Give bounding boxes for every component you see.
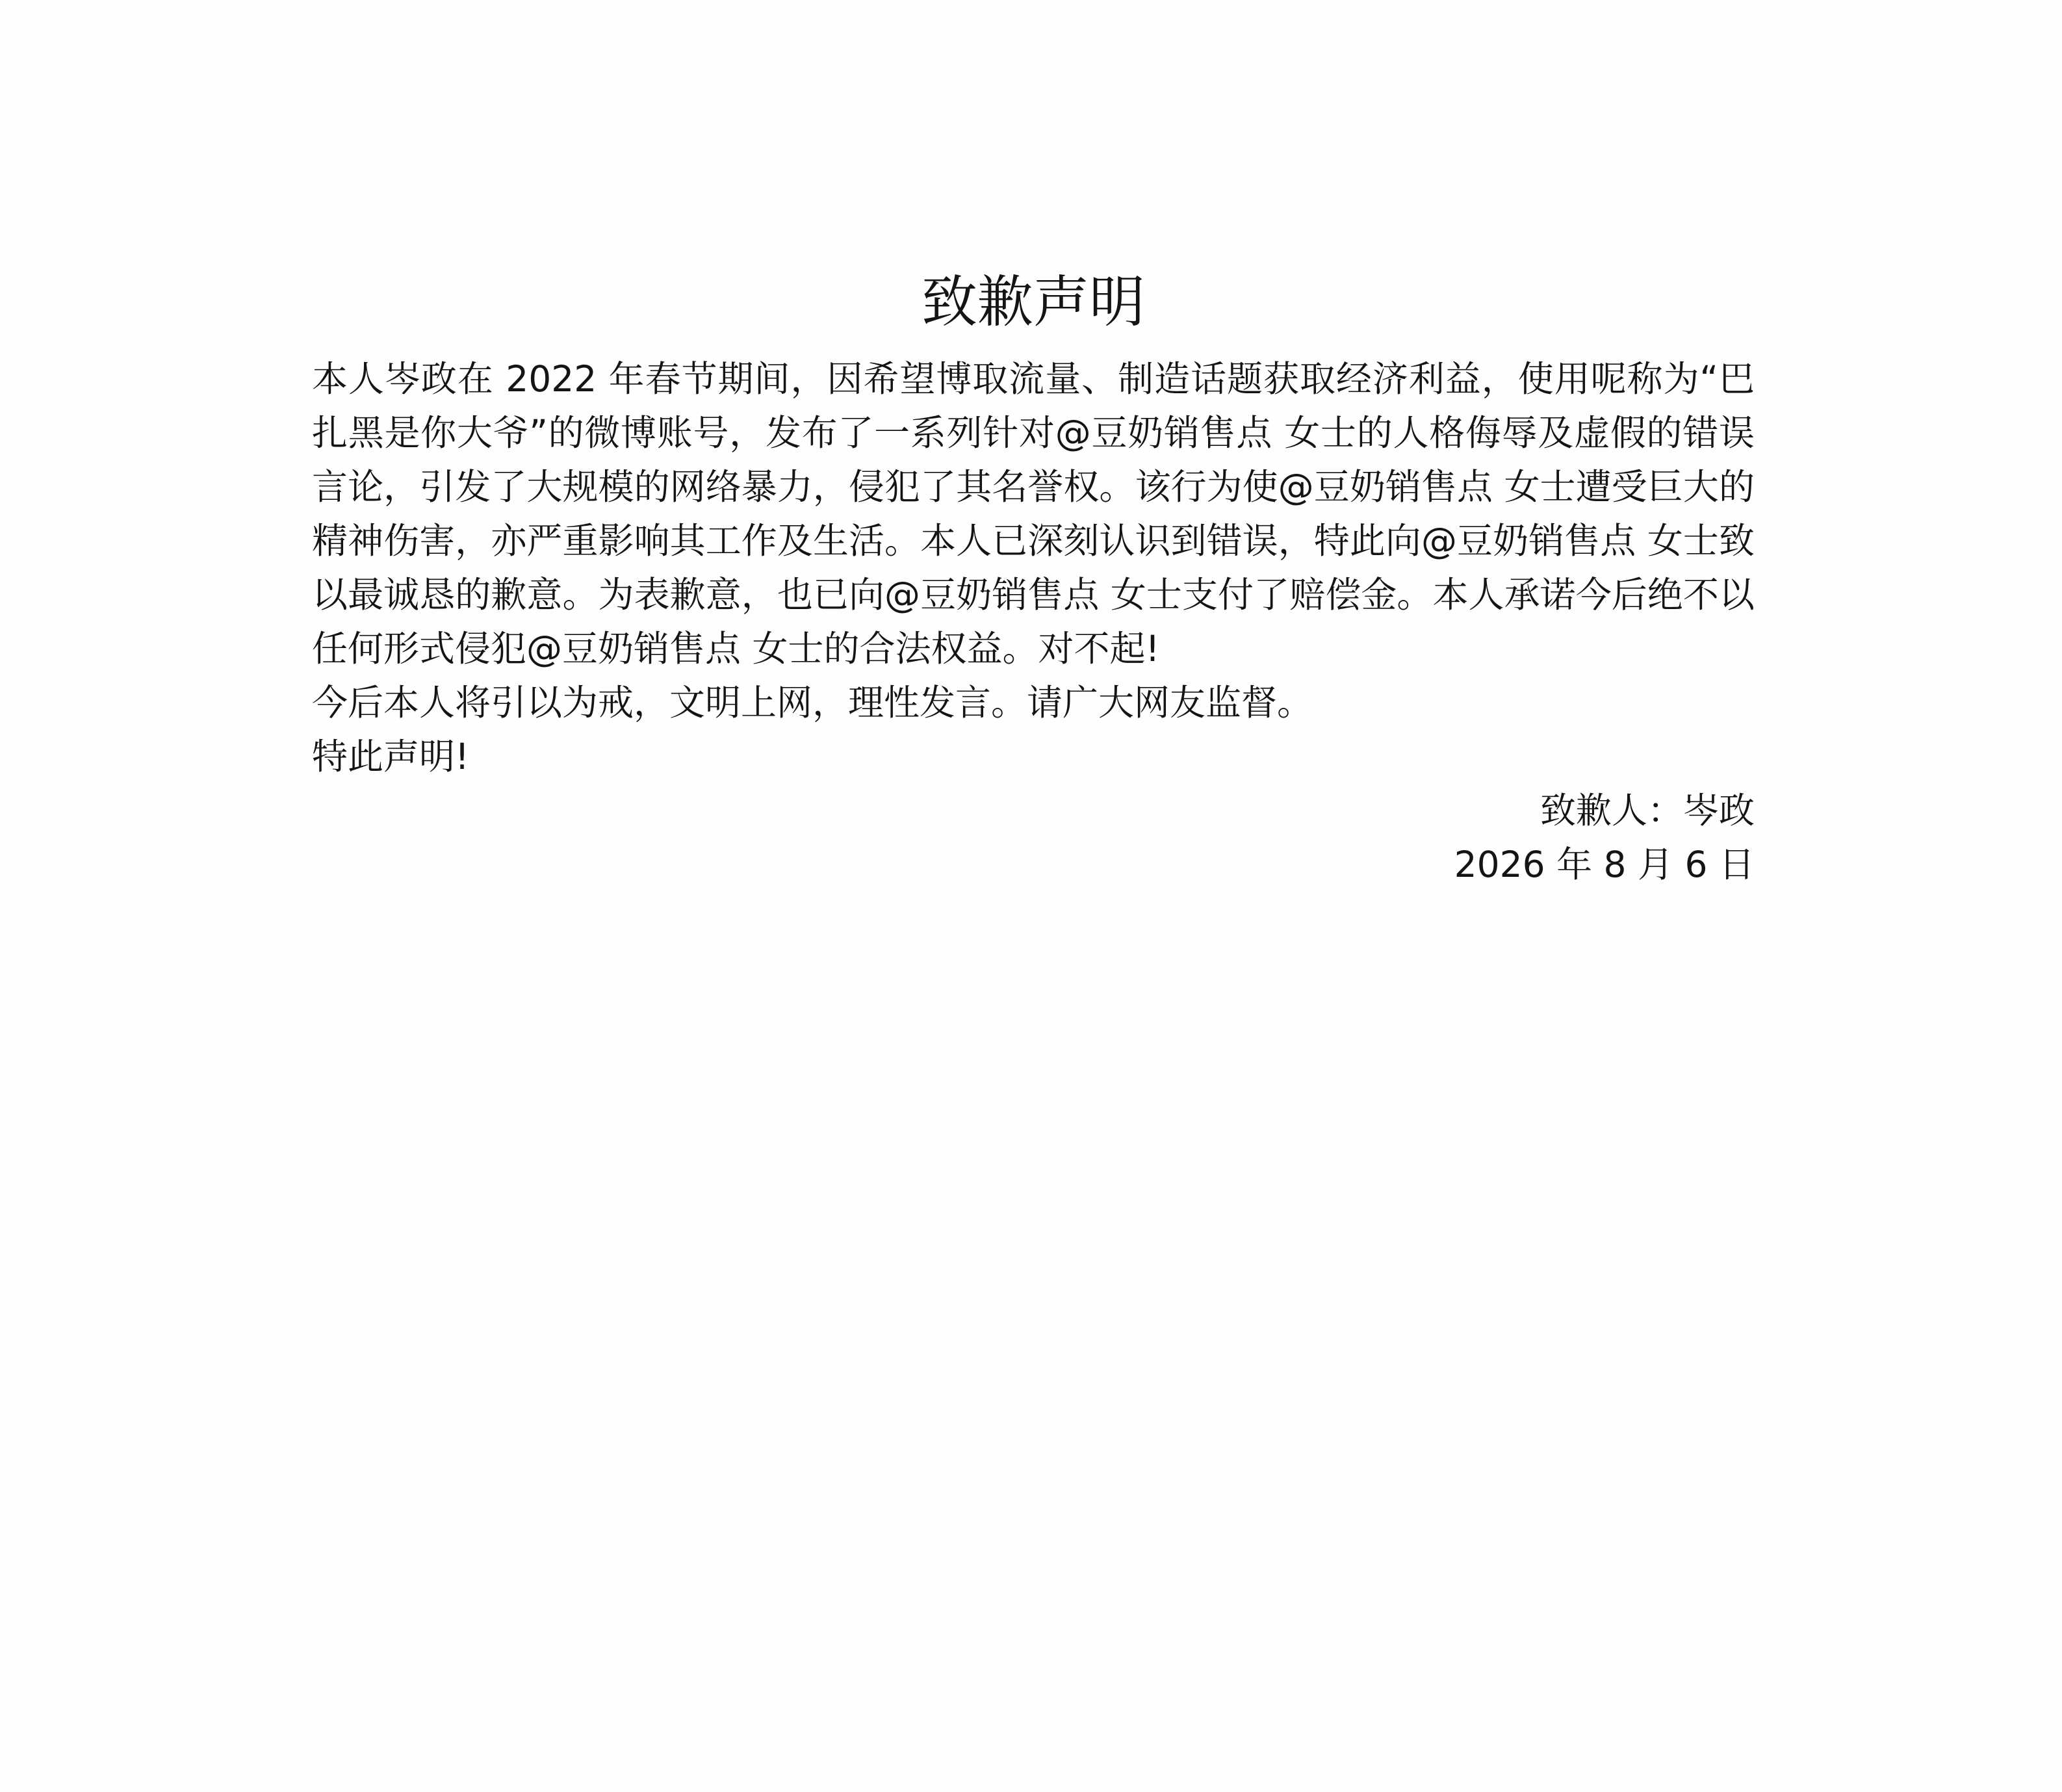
statement-date: 2026 年 8 月 6 日 (1454, 844, 1755, 885)
apology-statement (312, 260, 1755, 892)
statement-body: 本人岑政在 2022 年春节期间，因希望博取流量、制造话题获取经济利益，使用呢称为“巴扎黑是你大爷”的微博账号，发布了一系列针对@豆奶销售点 女士的人格侮辱及虚假的错误言论，引发了大规模的网络暴力，侵犯了其名誉权。该行为使@豆奶销售点 女士遭受巨大的精神伤害，亦严重影响其工作及生活。本人已深刻认识到错误，特此向@豆奶销售点 女士致以最诚恳的歉意。为表歉意，也已向@豆奶销售点 女士支付了赔偿金。本人承诺今后绝不以任何形式侵犯@豆奶销售点 女士的合法权益。对不起! (312, 358, 1755, 669)
statement-commitment: 今后本人将引以为戒，文明上网，理性发言。请广大网友监督。 (312, 682, 1313, 723)
statement-closing: 特此声明! (312, 736, 470, 777)
document-title: 致歉声明 (921, 270, 1145, 335)
signer-line: 致歉人：岑政 (1540, 790, 1755, 831)
